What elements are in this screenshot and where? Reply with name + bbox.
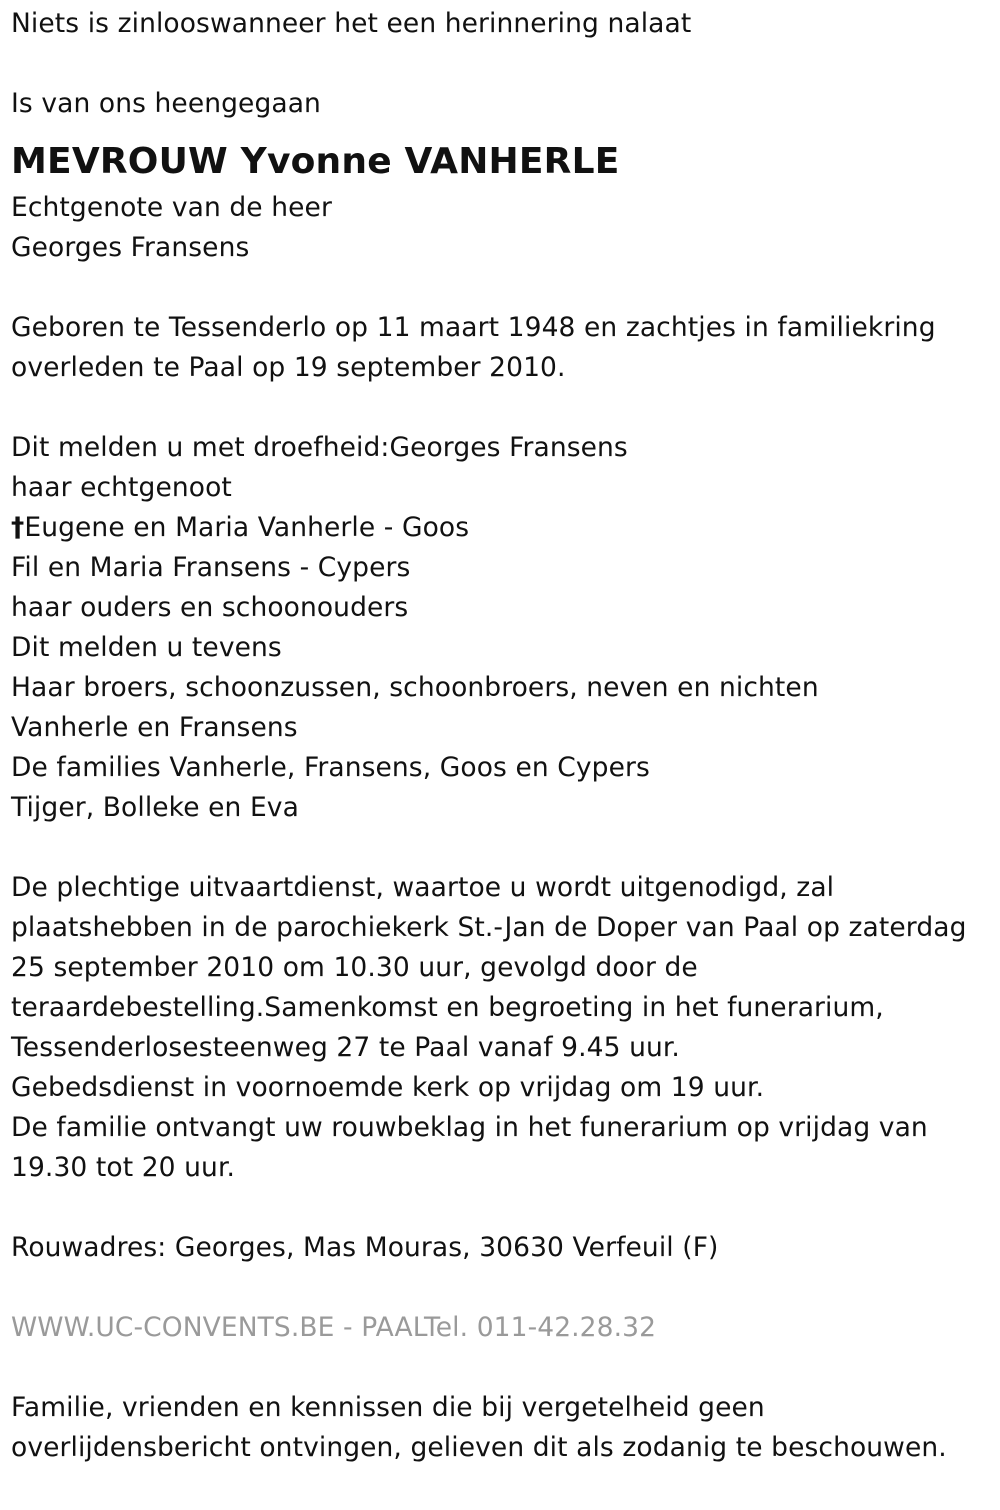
deceased-name: MEVROUW Yvonne VANHERLE <box>11 141 620 182</box>
service-line: Gebedsdienst in voornoemde kerk op vrijdag om 19 uur. <box>11 1072 765 1103</box>
service-line: De plechtige uitvaartdienst, waartoe u wordt uitgenodigd, zal <box>11 872 835 903</box>
service-line: plaatshebben in de parochiekerk St.-Jan de Doper van Paal op zaterdag <box>11 912 967 943</box>
service-line: teraardebestelling.Samenkomst en begroeting in het funerarium, <box>11 992 884 1023</box>
service-line: De familie ontvangt uw rouwbeklag in het funerarium op vrijdag van <box>11 1112 928 1143</box>
service-line: 19.30 tot 20 uur. <box>11 1152 236 1183</box>
motto-text: Niets is zinlooswanneer het een herinnering nalaat <box>11 8 692 39</box>
spacer <box>11 268 991 308</box>
family-line: Vanherle en Fransens <box>11 712 298 743</box>
family-line: Dit melden u met droefheid:Georges Fransens <box>11 432 628 463</box>
birth-death-line-2: overleden te Paal op 19 september 2010. <box>11 352 566 383</box>
family-line-text: Eugene en Maria Vanherle - Goos <box>24 512 470 543</box>
family-line: Tijger, Bolleke en Eva <box>11 792 299 823</box>
spacer <box>11 828 991 868</box>
family-line: haar echtgenoot <box>11 472 232 503</box>
spacer <box>11 1348 991 1388</box>
spouse-line-2: Georges Fransens <box>11 232 250 263</box>
closing-line-1: Familie, vrienden en kennissen die bij vergetelheid geen <box>11 1392 765 1423</box>
closing-line-2: overlijdensbericht ontvingen, gelieven dit als zodanig te beschouwen. <box>11 1432 947 1463</box>
birth-death-line-1: Geboren te Tessenderlo op 11 maart 1948 en zachtjes in familiekring <box>11 312 936 343</box>
family-line-deceased-parents <box>11 508 991 548</box>
spacer <box>11 44 991 84</box>
family-line: haar ouders en schoonouders <box>11 592 409 623</box>
family-line: Dit melden u tevens <box>11 632 282 663</box>
family-line: Haar broers, schoonzussen, schoonbroers, neven en nichten <box>11 672 819 703</box>
mourning-address: Rouwadres: Georges, Mas Mouras, 30630 Verfeuil (F) <box>11 1232 719 1263</box>
spacer <box>11 388 991 428</box>
spouse-line-1: Echtgenote van de heer <box>11 192 332 223</box>
family-line: De families Vanherle, Fransens, Goos en Cypers <box>11 752 650 783</box>
service-line: Tessenderlosesteenweg 27 te Paal vanaf 9.45 uur. <box>11 1032 680 1063</box>
obituary-notice <box>11 4 991 1468</box>
funeral-home-link[interactable]: WWW.UC-CONVENTS.BE - PAALTel. 011-42.28.32 <box>11 1312 657 1343</box>
service-line: 25 september 2010 om 10.30 uur, gevolgd door de <box>11 952 698 983</box>
spacer <box>11 1268 991 1308</box>
cross-icon: † <box>11 512 25 543</box>
family-line: Fil en Maria Fransens - Cypers <box>11 552 411 583</box>
spacer <box>11 1188 991 1228</box>
announcement-text: Is van ons heengegaan <box>11 88 321 119</box>
